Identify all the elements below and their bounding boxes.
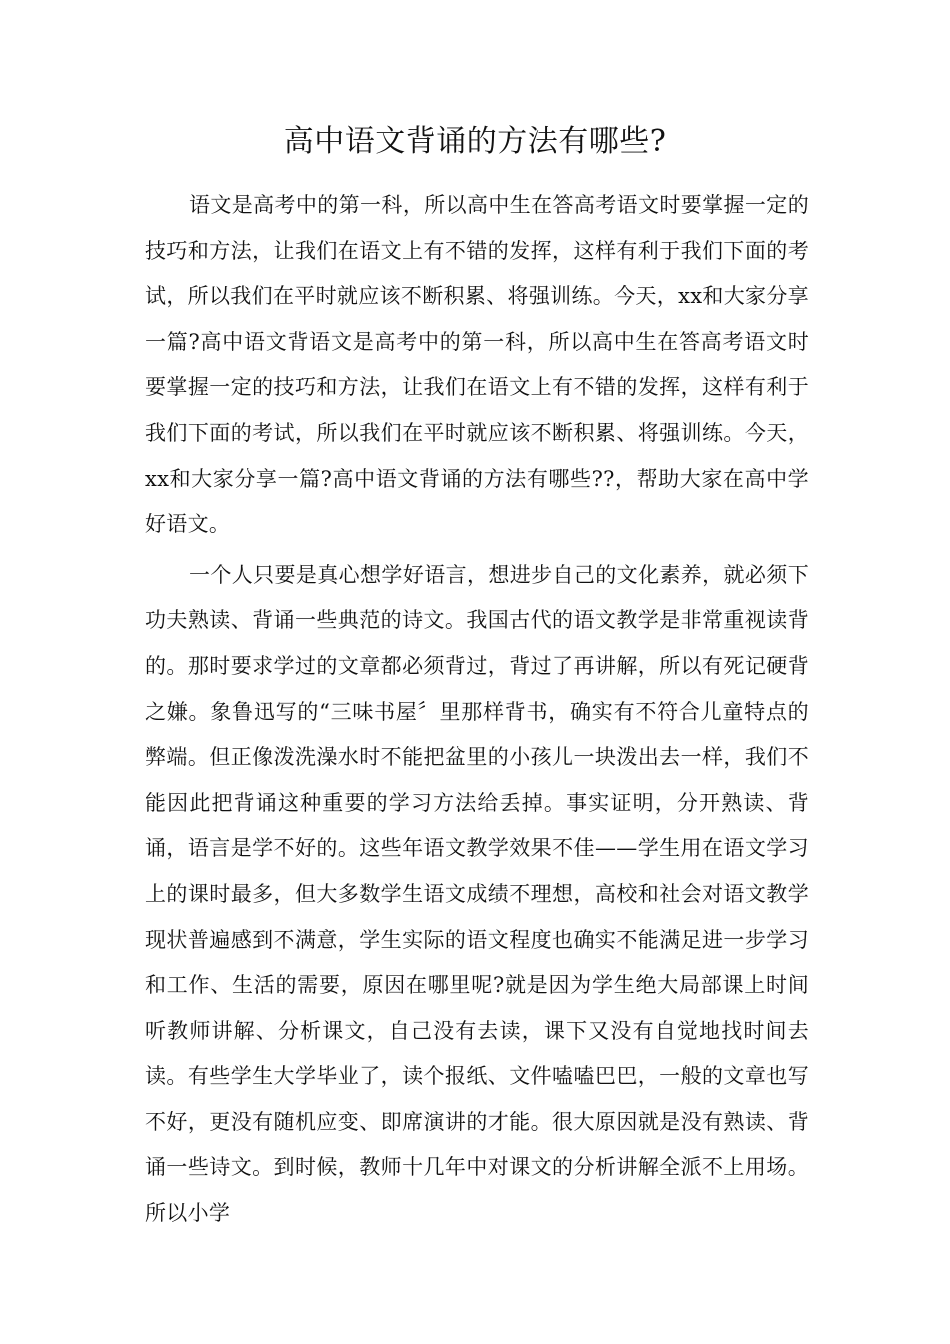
document-title: 高中语文背诵的方法有哪些?: [283, 124, 667, 159]
paragraph-recitation: 一个人只要是真心想学好语言，想进步自己的文化素养，就必须下功夫熟读、背诵一些典范的诗文。我国古代的语文教学是非常重视读背的。那时要求学过的文章都必须背过，背过了再讲解，所以有死记硬背之嫌。象鲁迅写的“三味书屋〞里那样背书，确实有不符合儿童特点的弊端。但正像泼洗澡水时不能把盆里的小孩儿一块泼出去一样，我们不能因此把背诵这种重要的学习方法给丢掉。事实证明，分开熟读、背诵，语言是学不好的。这些年语文教学效果不佳——学生用在语文学习上的课时最多，但大多数学生语文成绩不理想，高校和社会对语文教学现状普遍感到不满意，学生实际的语文程度也确实不能满足进一步学习和工作、生活的需要，原因在哪里呢?就是因为学生绝大局部课上时间听教师讲解、分析课文，自己没有去读，课下又没有自觉地找时间去读。有些学生大学毕业了，读个报纸、文件嗑嗑巴巴，一般的文章也写不好，更没有随机应变、即席演讲的才能。很大原因就是没有熟读、背诵一些诗文。到时候，教师十几年中对课文的分析讲解全派不上用场。所以小学: [145, 562, 809, 1226]
document-body: [145, 183, 809, 1242]
paragraph-intro: 语文是高考中的第一科，所以高中生在答高考语文时要掌握一定的技巧和方法，让我们在语文上有不错的发挥，这样有利于我们下面的考试，所以我们在平时就应该不断积累、将强训练。今天，xx和大家分享一篇?高中语文背语文是高考中的第一科，所以高中生在答高考语文时要掌握一定的技巧和方法，让我们在语文上有不错的发挥，这样有利于我们下面的考试，所以我们在平时就应该不断积累、将强训练。今天，xx和大家分享一篇?高中语文背诵的方法有哪些??，帮助大家在高中学好语文。: [145, 193, 809, 537]
